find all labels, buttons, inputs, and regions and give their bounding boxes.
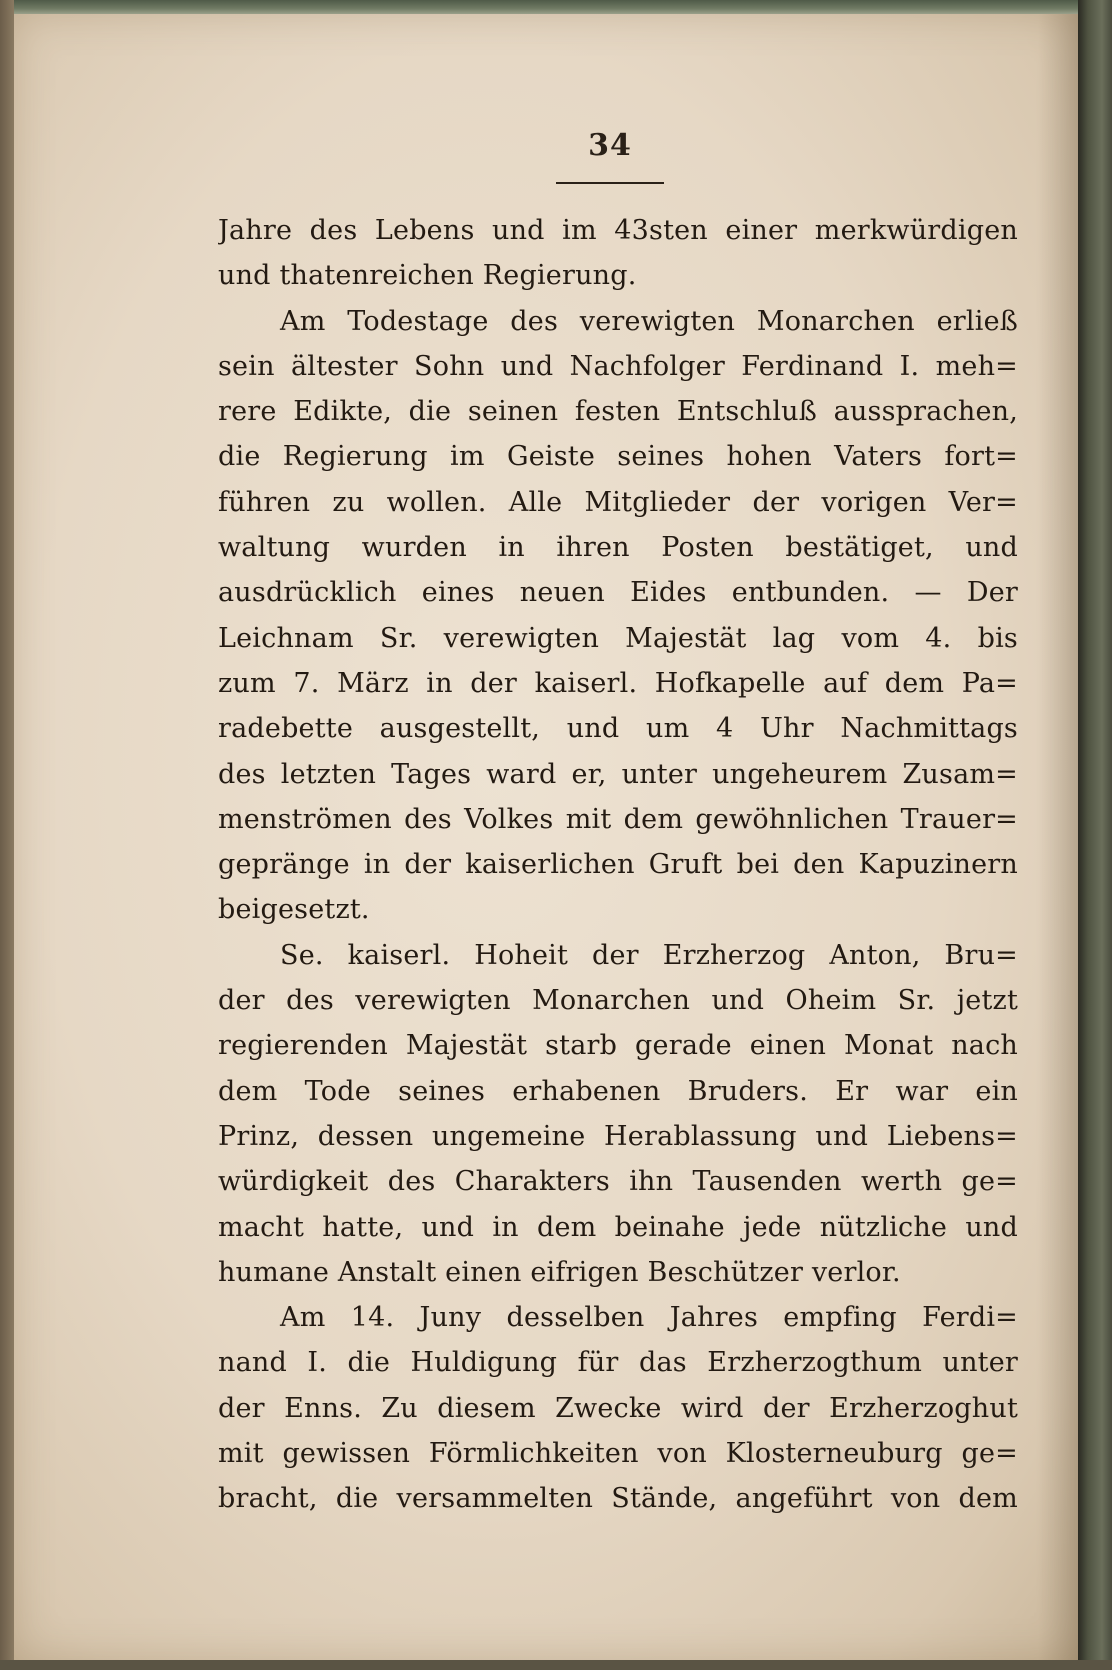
- page-number: 34: [588, 128, 632, 163]
- text-line: waltung wurden in ihren Posten bestätiget, und: [218, 532, 1018, 564]
- gutter-shadow: [1038, 14, 1078, 1660]
- text-line: beigesetzt.: [218, 894, 370, 926]
- text-line: die Regierung im Geiste seines hohen Vaters fort=: [218, 441, 1018, 473]
- text-line: Leichnam Sr. verewigten Majestät lag vom 4. bis: [218, 622, 1018, 654]
- page-number-rule: [556, 182, 664, 184]
- text-line: ausdrücklich eines neuen Eides entbunden. — Der: [218, 577, 1018, 609]
- text-line: nand I. die Huldigung für das Erzherzogthum unter: [218, 1347, 1018, 1379]
- body-text: [218, 208, 1018, 1522]
- text-line: sein ältester Sohn und Nachfolger Ferdinand I. meh=: [218, 350, 1018, 382]
- text-line: der des verewigten Monarchen und Oheim Sr. jetzt: [218, 985, 1018, 1017]
- text-line: Am 14. Juny desselben Jahres empfing Ferdi=: [280, 1302, 1018, 1334]
- text-line: des letzten Tages ward er, unter ungeheurem Zusam=: [218, 758, 1018, 790]
- text-line: Am Todestage des verewigten Monarchen erließ: [280, 305, 1018, 337]
- text-line: gepränge in der kaiserlichen Gruft bei den Kapuzinern: [218, 849, 1018, 881]
- text-line: dem Tode seines erhabenen Bruders. Er war ein: [218, 1075, 1018, 1107]
- text-line: mit gewissen Förmlichkeiten von Klosterneuburg ge=: [218, 1438, 1018, 1470]
- text-line: bracht, die versammelten Stände, angeführt von dem: [218, 1483, 1018, 1515]
- text-line: macht hatte, und in dem beinahe jede nützliche und: [218, 1211, 1018, 1243]
- text-line: Prinz, dessen ungemeine Herablassung und Liebens=: [218, 1120, 1018, 1152]
- book-cover-right-edge: [1078, 0, 1112, 1670]
- text-line: Jahre des Lebens und im 43sten einer merkwürdigen: [218, 215, 1018, 246]
- book-cover-top-edge: [0, 0, 1112, 14]
- book-cover-left-edge: [0, 0, 14, 1670]
- text-line: zum 7. März in der kaiserl. Hofkapelle auf dem Pa=: [218, 667, 1018, 699]
- text-line: und thatenreichen Regierung.: [218, 260, 637, 292]
- text-line: führen zu wollen. Alle Mitglieder der vorigen Ver=: [218, 486, 1018, 518]
- text-line: rere Edikte, die seinen festen Entschluß aussprachen,: [218, 396, 1018, 428]
- text-line: der Enns. Zu diesem Zwecke wird der Erzherzoghut: [218, 1392, 1018, 1424]
- text-line: Se. kaiserl. Hoheit der Erzherzog Anton, Bru=: [280, 939, 1018, 971]
- text-line: regierenden Majestät starb gerade einen Monat nach: [218, 1030, 1018, 1062]
- text-line: würdigkeit des Charakters ihn Tausenden werth ge=: [218, 1166, 1018, 1198]
- text-line: radebette ausgestellt, und um 4 Uhr Nachmittags: [218, 713, 1018, 745]
- text-line: humane Anstalt einen eifrigen Beschützer verlor.: [218, 1256, 901, 1288]
- text-line: menströmen des Volkes mit dem gewöhnlichen Trauer=: [218, 803, 1018, 835]
- book-cover-bottom-edge: [0, 1660, 1112, 1670]
